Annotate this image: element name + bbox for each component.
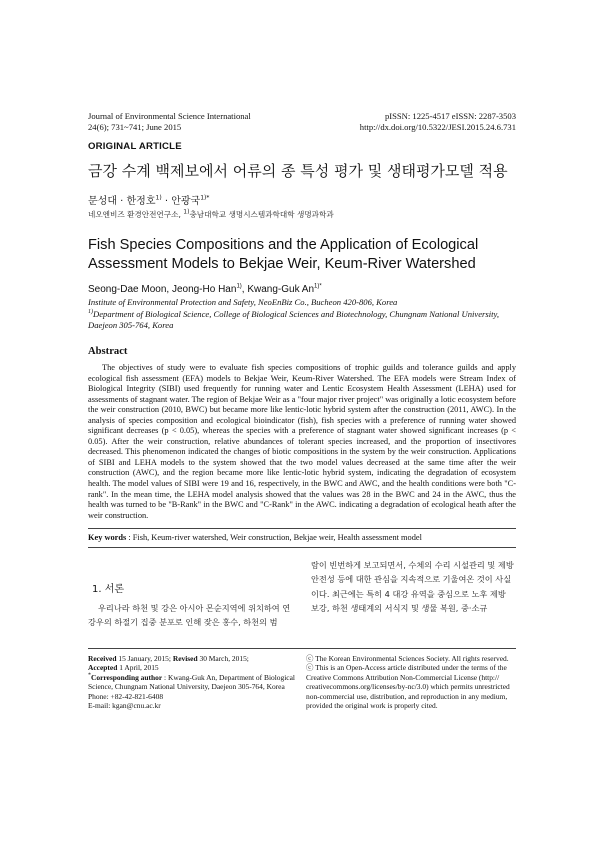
author-ko-2-sup: 1)*	[200, 194, 210, 202]
footnote-copyright	[306, 654, 516, 710]
section-heading-introduction: 1. 서론	[92, 584, 125, 595]
title-english: Fish Species Compositions and the Application of Ecological Assessment Models to Bekjae Weir, Keum-River Watershed	[88, 237, 479, 272]
revised-label: Revised	[172, 654, 198, 663]
journal-issn: pISSN: 1225-4517 eISSN: 2287-3503	[384, 111, 516, 121]
abstract-heading: Abstract	[88, 346, 128, 357]
journal-doi[interactable]: http://dx.doi.org/10.5322/JESI.2015.24.6.731	[359, 122, 516, 132]
author-ko-2: · 안광국	[161, 196, 201, 207]
journal-volume: 24(6); 731~741; June 2015	[88, 122, 182, 132]
affil-ko-sup: 1)	[183, 208, 190, 216]
journal-header-left	[88, 111, 251, 133]
affiliations-english	[88, 297, 518, 332]
email[interactable]: E-mail: kgan@cnu.ac.kr	[88, 701, 161, 711]
journal-header-right	[360, 111, 516, 133]
accepted-label: Accepted	[88, 663, 118, 673]
article-type: ORIGINAL ARTICLE	[88, 141, 182, 152]
authors-english	[88, 284, 322, 295]
authors-korean	[88, 192, 209, 207]
footnote-divider	[88, 648, 516, 649]
affil-en-2: Department of Biological Science, College of Biological Sciences and Biotechnology, Chungnam National University, Daejeon 305-764, Korea	[88, 308, 499, 331]
phone: Phone: +82-42-821-6408	[88, 691, 164, 701]
keywords	[88, 533, 516, 542]
corr-sup: *	[88, 672, 91, 679]
intro-text-right-column: 람이 빈번하게 보고되면서, 수체의 수리 시설관리 및 제방 안전성 등에 대한 관심을 지속적으로 기울여온 것이 사실이다. 최근에는 특히 4 대강 유역을 중심으로 노후 제방 보강, 하천 생태계의 서식지 및 생물 복원, 중·소규	[311, 560, 514, 613]
author-en-2-sup: 1)*	[314, 283, 322, 290]
author-en-1: Seong-Dae Moon, Jeong-Ho Han	[88, 284, 237, 295]
affil-en-2-sup: 1)	[88, 308, 93, 315]
received-accepted	[88, 654, 298, 663]
footnote-article-info	[88, 654, 298, 710]
received-date: 15 January, 2015;	[116, 654, 173, 663]
corresponding-label: Corresponding author	[91, 672, 163, 682]
title-korean: 금강 수계 백제보에서 어류의 종 특성 평가 및 생태평가모델 적용	[88, 162, 508, 180]
author-ko-1-sup: 1)	[155, 194, 162, 202]
keywords-label: Key words	[88, 533, 127, 542]
corresponding-author: : Kwang-Guk An, Department of Biological Science, Chungnam National University, Daejeon 305-764, Korea	[88, 672, 295, 692]
affil-ko-a: 네오엔비즈 환경안전연구소,	[88, 210, 184, 219]
affiliation-korean	[88, 209, 334, 220]
accepted-date: 1 April, 2015	[117, 663, 159, 673]
copyright-line: ⓒ The Korean Environmental Sciences Society. All rights reserved.	[306, 654, 509, 663]
revised-date: 30 March, 2015;	[197, 654, 249, 663]
abstract-divider-top	[88, 528, 516, 529]
journal-name: Journal of Environmental Science International	[88, 111, 251, 121]
abstract-text: The objectives of study were to evaluate fish species compositions of trophic guilds and tolerance guilds and apply ecological fish assessment (EFA) models to Bekjae Weir, Keum-River Watershed. The EFA models were Stream Index of Biological Integrity (SIBI) used frequently for running water and Lentic Ecosystem Health Assessment (LEHA) used for assessments of stagnant water. The region of Bekjae Weir as a "four major river project" was originally a lotic ecosystem before the weir construction (2010, BWC) but became more like lentic-lotic hybrid system after the construction (2011, AWC). In the analysis of species composition and ecological bioindicator (fish), fish species with a preference of running water showed significant decreases (p < 0.05), whereas the species with a preference of stagnant water showed significant increases (p < 0.05). After the weir construction, relative abundances of tolerant species increased, and the proportion of insectivores decreased. This phenomenon indicated the changes of biotic compositions in the system by the weir construction. Applications of SIBI and LEHA models to the system showed that the two model values decreased at the same time after the weir construction (AWC), and the region became more like lentic-lotic hybrid system, indicating the degradation of ecosystem health. The model values of SIBI were 19 and 16, respectively, in the BWC and AWC, and the health conditions were both "C-rank". In the mean time, the LEHA model analysis showed that the values was 28 in the BWC and 24 in the AWC, thus the health was turned to be "B-Rank" in the BWC and "C-Rank" in the AWC. indicating a degradation of ecological heath after the weir construction.	[88, 363, 516, 520]
affil-ko-b: 충남대학교 생명시스템과학대학 생명과학과	[189, 210, 334, 219]
received-label: Received	[88, 654, 117, 663]
keywords-text: : Fish, Keum-river watershed, Weir construction, Bekjae weir, Health assessment model	[126, 533, 422, 542]
author-en-1-sup: 1)	[236, 283, 242, 290]
author-ko-1: 문성대 · 한정호	[88, 196, 156, 207]
intro-text-left-column: 우리나라 하천 및 강은 아시아 몬순지역에 위치하여 연강우의 하절기 집중 분포로 인해 잦은 홍수, 하천의 범	[88, 603, 291, 628]
affil-en-1: Institute of Environmental Protection and Safety, NeoEnBiz Co., Bucheon 420-806, Korea	[88, 297, 398, 307]
keywords-divider-bottom	[88, 547, 516, 548]
author-en-2: , Kwang-Guk An	[241, 284, 315, 295]
license-text: ⓒ This is an Open-Access article distributed under the terms of the Creative Commons Attribution Non-Commercial License (http:// creativecommons.org/licenses/by-nc/3.0) which permits unrestricted non-commercial use, distribution, and reproduction in any medium, provided the original work is properly cited.	[306, 663, 510, 711]
